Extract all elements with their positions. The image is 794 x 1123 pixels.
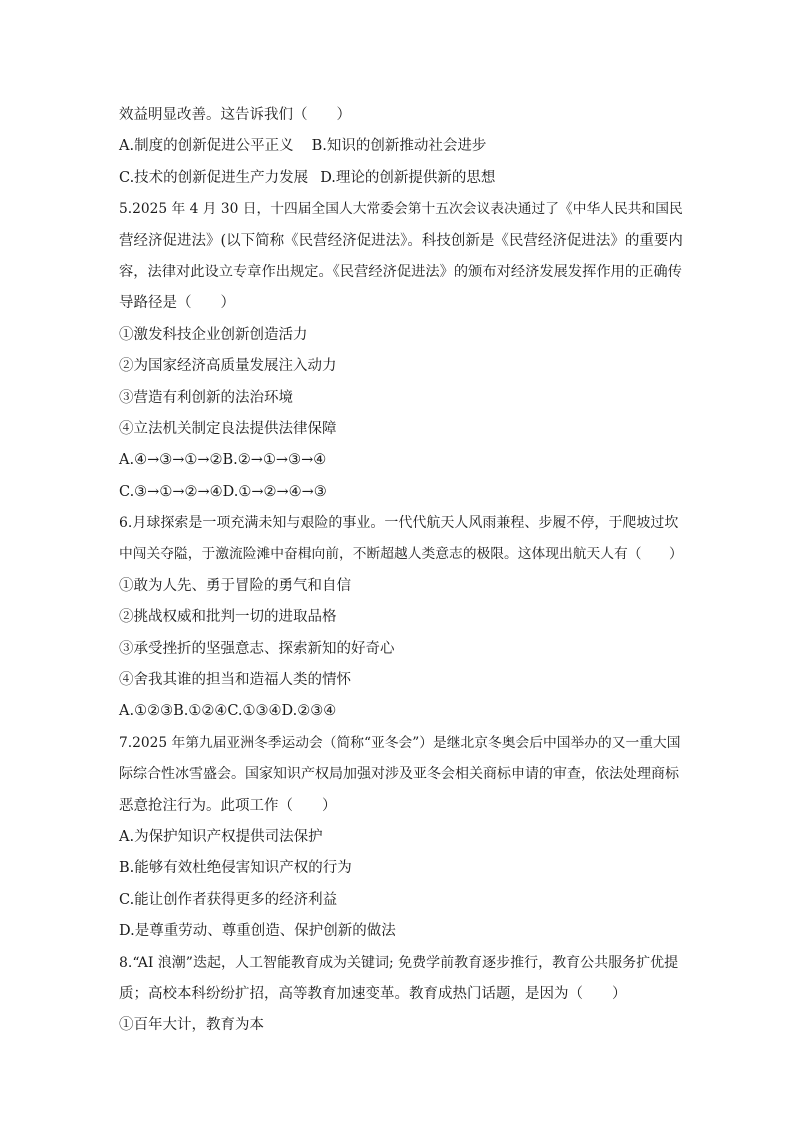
q4-option-a: A.制度的创新促进公平正义 (119, 138, 294, 155)
q6-options-line: A.①②③B.①②④C.①③④D.②③④ (119, 703, 337, 720)
q5-stem-line-2: 营经济促进法》(以下简称《民营经济促进法》。科技创新是《民营经济促进法》的重要内 (119, 232, 683, 249)
q7-stem-line-2: 际综合性冰雪盛会。国家知识产权局加强对涉及亚冬会相关商标申请的审查，依法处理商标 (119, 766, 679, 783)
q5-item-3: ③营造有利创新的法治环境 (119, 389, 293, 406)
q7-option-c: C.能让创作者获得更多的经济利益 (119, 891, 338, 908)
q5-options-line-2: C.③→①→②→④D.①→②→④→③ (119, 483, 327, 500)
q5-stem-line-3: 容，法律对此设立专章作出规定。《民营经济促进法》的颁布对经济发展发挥作用的正确传 (119, 263, 682, 280)
q4-stem-tail: 效益明显改善。这告诉我们（ ） (119, 107, 351, 123)
q8-item-1: ①百年大计，教育为本 (119, 1017, 264, 1034)
q7-stem-line-1: 7.2025 年第九届亚洲冬季运动会（简称“亚冬会”）是继北京冬奥会后中国举办的又一重大国 (119, 734, 681, 751)
q6-item-4: ④舍我其谁的担当和造福人类的情怀 (119, 672, 351, 689)
q4-options-row-2 (119, 163, 685, 194)
q5-stem-line-4: 导路径是（ ） (119, 295, 235, 312)
q8-stem-line-2: 质；高校本科纷纷扩招，高等教育加速变革。教育成热门话题，是因为（ ） (119, 985, 627, 1002)
q5-item-4: ④立法机关制定良法提供法律保障 (119, 420, 337, 437)
q5-options-line-1: A.④→③→①→②B.②→①→③→④ (119, 452, 327, 469)
q4-option-c: C.技术的创新促进生产力发展 (119, 169, 309, 186)
q6-stem-line-1: 6.月球探索是一项充满未知与艰险的事业。一代代航天人风雨兼程、步履不停，于爬坡过坎 (119, 515, 679, 532)
q6-stem-line-2: 中闯关夺隘，于激流险滩中奋楫向前，不断超越人类意志的极限。这体现出航天人有（ ） (119, 546, 683, 563)
q4-options-row-1 (119, 131, 685, 162)
q7-option-a: A.为保护知识产权提供司法保护 (119, 828, 323, 845)
q5-item-1: ①激发科技企业创新创造活力 (119, 326, 308, 343)
q8-stem-line-1: 8.“AI 浪潮”迭起，人工智能教育成为关键词; 免费学前教育逐步推行，教育公共服务扩优提 (119, 954, 679, 971)
q4-option-b: B.知识的创新推动社会进步 (311, 138, 487, 155)
q7-option-b: B.能够有效杜绝侵害知识产权的行为 (119, 860, 352, 877)
document-page (119, 100, 685, 1042)
q5-stem-line-1: 5.2025 年 4 月 30 日，十四届全国人大常委会第十五次会议表决通过了《中华人民共和国民 (119, 201, 683, 218)
q5-item-2: ②为国家经济高质量发展注入动力 (119, 358, 337, 375)
q6-item-1: ①敢为人先、勇于冒险的勇气和自信 (119, 577, 351, 594)
q7-option-d: D.是尊重劳动、尊重创造、保护创新的做法 (119, 923, 396, 940)
q6-item-3: ③承受挫折的坚强意志、探索新知的好奇心 (119, 640, 395, 657)
q4-option-d: D.理论的创新提供新的思想 (320, 169, 496, 186)
q7-stem-line-3: 恶意抢注行为。此项工作（ ） (119, 797, 337, 814)
q6-item-2: ②挑战权威和批判一切的进取品格 (119, 609, 337, 626)
